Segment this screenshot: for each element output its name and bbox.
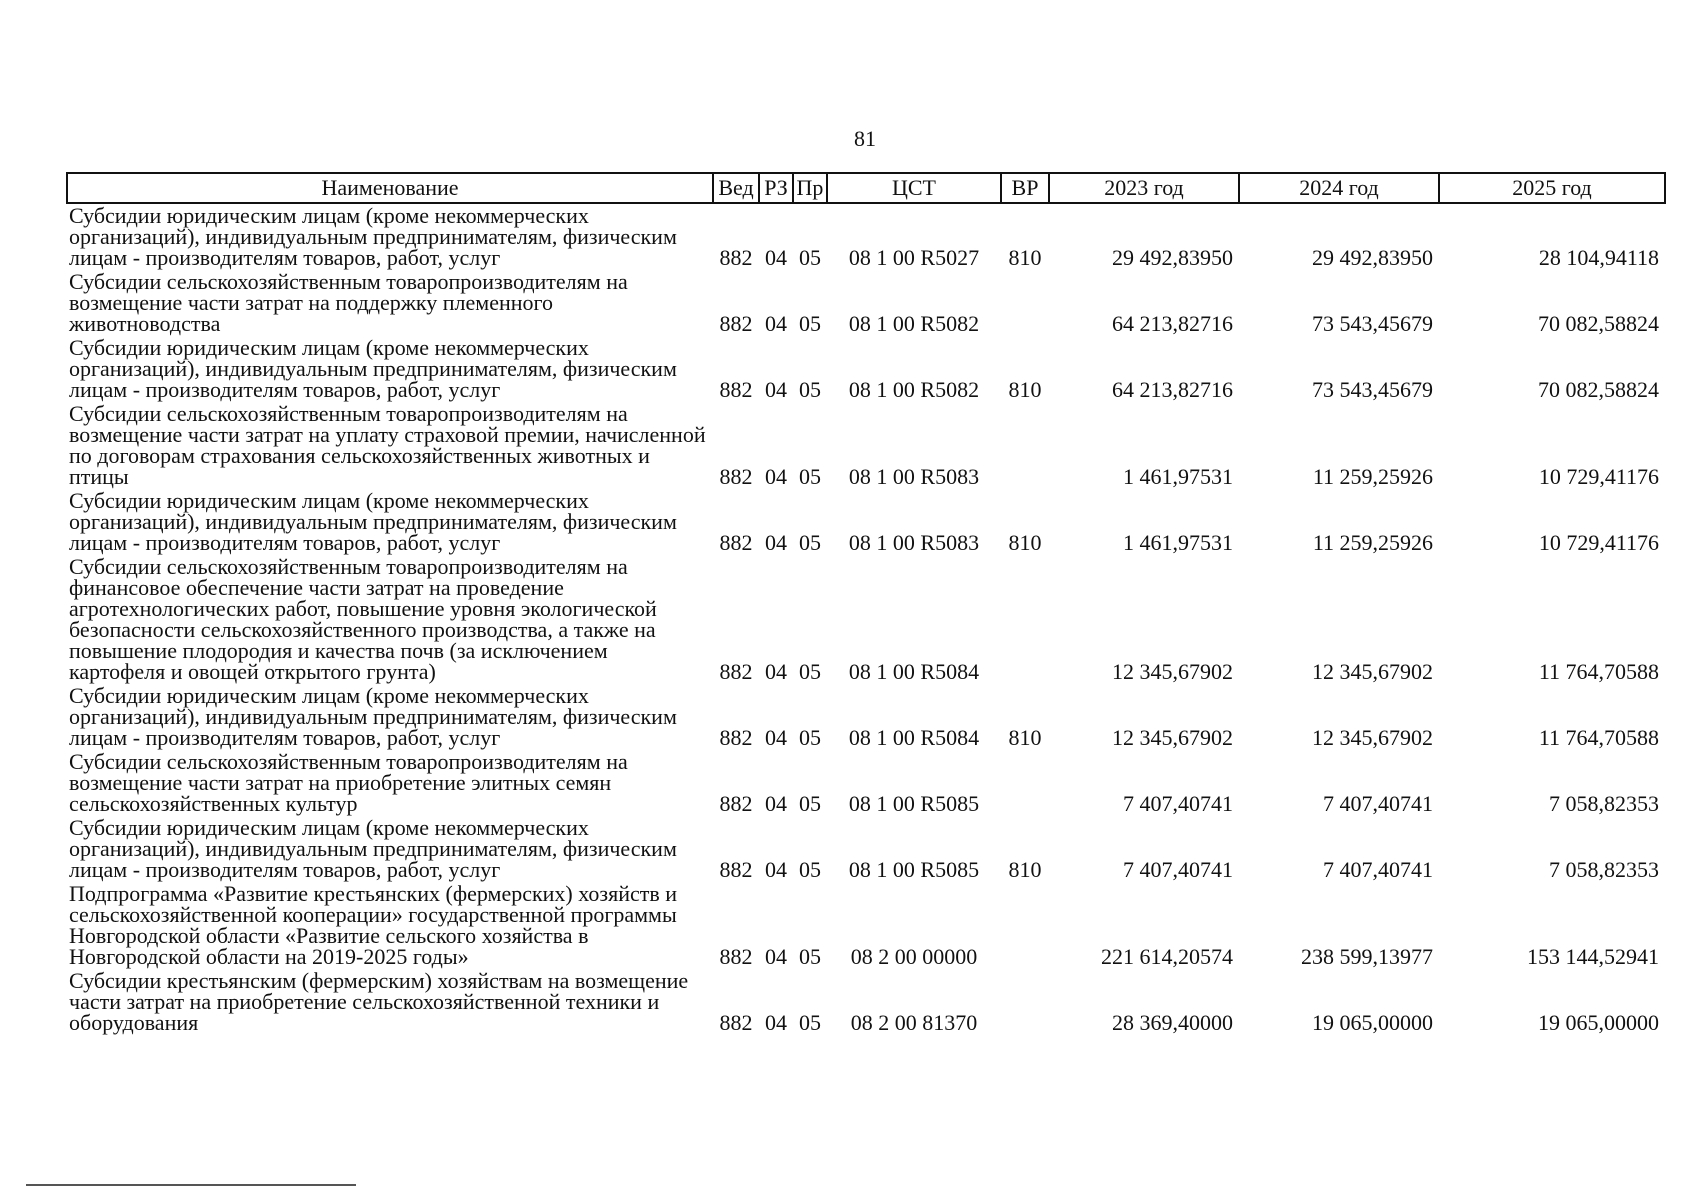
- row-ved: 882: [719, 464, 753, 489]
- row-2024: 12 345,67902: [1312, 725, 1433, 750]
- row-name: Субсидии юридическим лицам (кроме некоммерческих организаций), индивидуальным предпринимателям, физическим лицам - производителям товаров, работ, услуг: [69, 335, 677, 402]
- row-ved: 882: [719, 857, 753, 882]
- table-row: [67, 555, 1665, 684]
- row-vr: 810: [1008, 857, 1042, 882]
- row-rz: 04: [765, 530, 787, 555]
- budget-table-container: [66, 172, 1664, 1035]
- row-ved: 882: [719, 311, 753, 336]
- row-2023: 64 213,82716: [1112, 377, 1233, 402]
- table-row: [67, 969, 1665, 1035]
- budget-table: [66, 172, 1666, 1035]
- row-vr: 810: [1008, 725, 1042, 750]
- row-2023: 29 492,83950: [1112, 245, 1233, 270]
- row-2025: 70 082,58824: [1538, 377, 1659, 402]
- row-vr: 810: [1008, 245, 1042, 270]
- table-row: [67, 203, 1665, 270]
- row-ved: 882: [719, 1010, 753, 1035]
- footnote-separator-line: [26, 1184, 356, 1186]
- row-pr: 05: [799, 464, 821, 489]
- row-2023: 28 369,40000: [1112, 1010, 1233, 1035]
- row-rz: 04: [765, 377, 787, 402]
- row-2024: 73 543,45679: [1312, 311, 1433, 336]
- row-rz: 04: [765, 791, 787, 816]
- header-row: [67, 173, 1665, 203]
- header-2025: 2025 год: [1439, 173, 1665, 203]
- table-row: [67, 270, 1665, 336]
- row-rz: 04: [765, 1010, 787, 1035]
- row-2024: 73 543,45679: [1312, 377, 1433, 402]
- row-name: Подпрограмма «Развитие крестьянских (фермерских) хозяйств и сельскохозяйственной кооперации» государственной программы Новгородской области «Развитие сельского хозяйства в Новгородской области на 2019-2025 годы»: [69, 881, 678, 969]
- row-vr: 810: [1008, 377, 1042, 402]
- row-vr: [1001, 555, 1049, 684]
- row-ved: 882: [719, 944, 753, 969]
- row-pr: 05: [799, 1010, 821, 1035]
- row-name: Субсидии юридическим лицам (кроме некоммерческих организаций), индивидуальным предпринимателям, физическим лицам - производителям товаров, работ, услуг: [69, 815, 677, 882]
- table-row: [67, 882, 1665, 969]
- row-pr: 05: [799, 245, 821, 270]
- row-cst: 08 1 00 R5084: [848, 659, 980, 684]
- row-name: Субсидии сельскохозяйственным товаропроизводителям на возмещение части затрат на приобретение элитных семян сельскохозяйственных культур: [69, 749, 628, 816]
- row-2023: 1 461,97531: [1123, 530, 1233, 555]
- row-cst: 08 1 00 R5085: [848, 857, 980, 882]
- header-2023: 2023 год: [1049, 173, 1239, 203]
- row-2025: 11 764,70588: [1538, 659, 1659, 684]
- row-2025: 7 058,82353: [1549, 857, 1659, 882]
- table-row: [67, 750, 1665, 816]
- table-row: [67, 336, 1665, 402]
- row-2023: 7 407,40741: [1123, 857, 1233, 882]
- row-2025: 10 729,41176: [1538, 464, 1659, 489]
- row-2024: 19 065,00000: [1312, 1010, 1433, 1035]
- header-pr: Пр: [793, 173, 827, 203]
- row-cst: 08 1 00 R5084: [848, 725, 980, 750]
- row-name: Субсидии юридическим лицам (кроме некоммерческих организаций), индивидуальным предпринимателям, физическим лицам - производителям товаров, работ, услуг: [69, 203, 677, 270]
- row-pr: 05: [799, 530, 821, 555]
- row-rz: 04: [765, 464, 787, 489]
- header-name: Наименование: [67, 173, 713, 203]
- row-cst: 08 1 00 R5085: [848, 791, 980, 816]
- table-row: [67, 684, 1665, 750]
- header-2024: 2024 год: [1239, 173, 1439, 203]
- row-rz: 04: [765, 944, 787, 969]
- header-cst: ЦСТ: [827, 173, 1001, 203]
- row-rz: 04: [765, 311, 787, 336]
- row-name: Субсидии крестьянским (фермерским) хозяйствам на возмещение части затрат на приобретение сельскохозяйственной техники и оборудования: [69, 968, 689, 1035]
- row-ved: 882: [719, 377, 753, 402]
- row-name: Субсидии юридическим лицам (кроме некоммерческих организаций), индивидуальным предпринимателям, физическим лицам - производителям товаров, работ, услуг: [69, 683, 677, 750]
- row-vr: [1001, 270, 1049, 336]
- row-pr: 05: [799, 857, 821, 882]
- row-ved: 882: [719, 530, 753, 555]
- row-name: Субсидии сельскохозяйственным товаропроизводителям на возмещение части затрат на поддержку племенного животноводства: [69, 269, 628, 336]
- row-2024: 7 407,40741: [1323, 791, 1433, 816]
- row-2024: 11 259,25926: [1312, 464, 1433, 489]
- row-cst: 08 2 00 00000: [850, 944, 978, 969]
- row-2024: 238 599,13977: [1301, 944, 1433, 969]
- row-ved: 882: [719, 245, 753, 270]
- row-cst: 08 1 00 R5082: [848, 377, 980, 402]
- header-rz: РЗ: [759, 173, 793, 203]
- row-2025: 7 058,82353: [1549, 791, 1659, 816]
- row-cst: 08 1 00 R5083: [848, 464, 980, 489]
- table-row: [67, 489, 1665, 555]
- row-cst: 08 1 00 R5083: [848, 530, 980, 555]
- row-2025: 19 065,00000: [1538, 1010, 1659, 1035]
- row-vr: 810: [1008, 530, 1042, 555]
- row-pr: 05: [799, 311, 821, 336]
- row-2024: 7 407,40741: [1323, 857, 1433, 882]
- row-2023: 64 213,82716: [1112, 311, 1233, 336]
- table-row: [67, 816, 1665, 882]
- row-pr: 05: [799, 377, 821, 402]
- row-name: Субсидии сельскохозяйственным товаропроизводителям на возмещение части затрат на уплату страховой премии, начисленной по договорам страхования сельскохозяйственных животных и птицы: [69, 401, 706, 489]
- row-vr: [1001, 969, 1049, 1035]
- row-name: Субсидии юридическим лицам (кроме некоммерческих организаций), индивидуальным предпринимателям, физическим лицам - производителям товаров, работ, услуг: [69, 488, 677, 555]
- row-2023: 1 461,97531: [1123, 464, 1233, 489]
- row-ved: 882: [719, 791, 753, 816]
- row-2025: 28 104,94118: [1538, 245, 1659, 270]
- row-2023: 221 614,20574: [1101, 944, 1233, 969]
- row-2023: 12 345,67902: [1112, 725, 1233, 750]
- row-ved: 882: [719, 725, 753, 750]
- row-2025: 11 764,70588: [1538, 725, 1659, 750]
- row-rz: 04: [765, 857, 787, 882]
- row-2025: 10 729,41176: [1538, 530, 1659, 555]
- row-cst: 08 1 00 R5082: [848, 311, 980, 336]
- row-2024: 11 259,25926: [1312, 530, 1433, 555]
- row-2024: 12 345,67902: [1312, 659, 1433, 684]
- header-vr: ВР: [1001, 173, 1049, 203]
- row-pr: 05: [799, 659, 821, 684]
- row-rz: 04: [765, 659, 787, 684]
- row-rz: 04: [765, 245, 787, 270]
- row-cst: 08 2 00 81370: [850, 1010, 978, 1035]
- row-vr: [1001, 750, 1049, 816]
- header-ved: Вед: [713, 173, 759, 203]
- row-cst: 08 1 00 R5027: [848, 245, 980, 270]
- row-vr: [1001, 402, 1049, 489]
- row-pr: 05: [799, 791, 821, 816]
- row-rz: 04: [765, 725, 787, 750]
- row-2023: 12 345,67902: [1112, 659, 1233, 684]
- row-2025: 153 144,52941: [1527, 944, 1659, 969]
- row-2025: 70 082,58824: [1538, 311, 1659, 336]
- table-row: [67, 402, 1665, 489]
- row-2024: 29 492,83950: [1312, 245, 1433, 270]
- page-number: 81: [854, 126, 876, 151]
- row-vr: [1001, 882, 1049, 969]
- row-name: Субсидии сельскохозяйственным товаропроизводителям на финансовое обеспечение части затрат на проведение агротехнологических работ, повышение уровня экологической безопасности сельскохозяйственного производства, а также на повышение плодородия и качества почв (за исключением картофеля и овощей открытого грунта): [69, 554, 657, 684]
- row-pr: 05: [799, 944, 821, 969]
- row-ved: 882: [719, 659, 753, 684]
- row-pr: 05: [799, 725, 821, 750]
- row-2023: 7 407,40741: [1123, 791, 1233, 816]
